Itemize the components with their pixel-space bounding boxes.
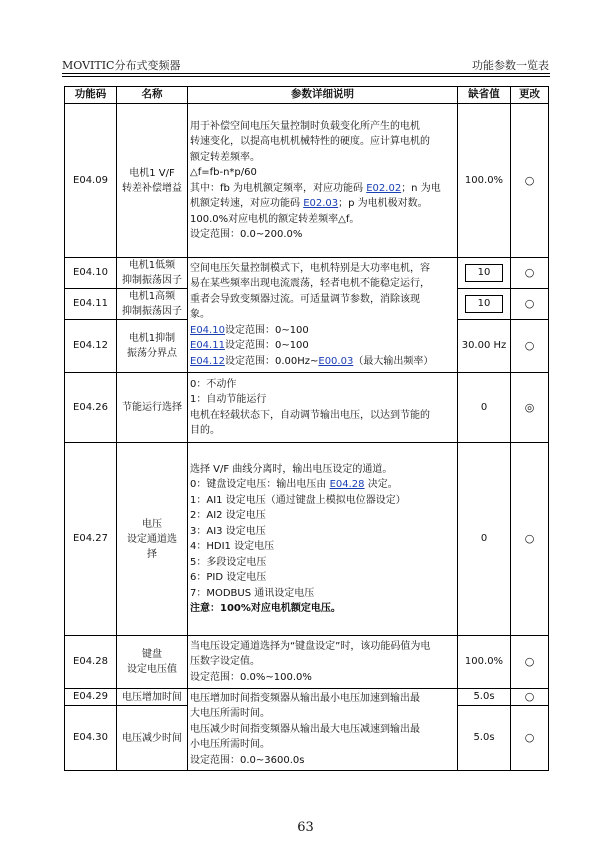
table-row: [65, 104, 549, 258]
change-mark: ○: [511, 689, 549, 706]
param-name-line: 抑制振荡因子: [122, 306, 182, 317]
param-name: [117, 104, 188, 258]
desc-line: 电压增加时间指变频器从输出最小电压加速到输出最: [190, 692, 420, 704]
param-name-line: 转差补偿增益: [122, 182, 182, 194]
table-row: [65, 443, 549, 636]
desc-line: 1：AI1 设定电压（通过键盘上模拟电位器设定）: [190, 494, 406, 506]
desc-line: [190, 354, 455, 370]
param-name: [117, 258, 188, 289]
desc-line: 转速变化，以提高电机机械特性的硬度。应计算电机的: [190, 136, 430, 147]
desc-line: 7：MODBUS 通讯设定电压: [190, 587, 315, 599]
desc-line: 设定范围：0.0~200.0%: [190, 229, 303, 240]
param-code: E04.11: [65, 289, 117, 320]
change-mark: ○: [511, 443, 549, 636]
param-description: [188, 689, 458, 771]
desc-line: 空间电压矢量控制模式下，电机特别是大功率电机，容: [190, 262, 430, 274]
header-title: MOVITIC分布式变频器: [62, 59, 181, 72]
desc-text: 设定范围：0~100: [224, 340, 309, 352]
desc-text: 设定范围：0.00Hz~: [224, 355, 319, 367]
desc-line: 重者会导致变频器过流。可适量调节参数，消除该现: [190, 293, 420, 305]
desc-line: 大电压所需时间。: [190, 708, 270, 720]
table-row: [65, 636, 549, 689]
param-name-line: 电机1抑制: [128, 333, 176, 344]
col-header-change: 更改: [511, 87, 549, 104]
desc-line: 压数字设定值。: [190, 656, 260, 668]
param-name: 电压增加时间: [117, 689, 188, 706]
desc-line: 额定转差频率。: [190, 151, 260, 163]
default-box: 10: [465, 295, 503, 313]
desc-line: 象。: [190, 309, 210, 321]
default-value: [458, 289, 511, 320]
link-e04-28[interactable]: E04.28: [329, 479, 365, 490]
default-value: 100.0%: [458, 636, 511, 689]
col-header-name: 名称: [117, 87, 188, 104]
link-e04-10[interactable]: E04.10: [190, 324, 225, 336]
link-e02-02[interactable]: E02.02: [366, 182, 402, 194]
desc-line: [190, 181, 455, 197]
desc-line: 易在某些频率出现电流震荡，轻者电机不能稳定运行，: [190, 278, 430, 290]
default-value: 100.0%: [458, 104, 511, 258]
param-code: E04.27: [65, 443, 117, 636]
param-code: E04.12: [65, 320, 117, 373]
desc-line: 1：自动节能运行: [190, 394, 267, 405]
desc-line: 当电压设定通道选择为“键盘设定”时，该功能码值为电: [190, 640, 431, 652]
desc-line: 2：AI2 设定电压: [190, 510, 266, 521]
desc-line: 3：AI3 设定电压: [190, 525, 266, 537]
param-name-line: 振荡分界点: [127, 348, 177, 359]
link-e00-03[interactable]: E00.03: [318, 355, 354, 367]
param-name-line: 电压: [142, 518, 162, 530]
desc-text: 0：键盘设定电压：输出电压由: [190, 479, 327, 490]
col-header-desc: 参数详细说明: [188, 87, 458, 104]
param-code: E04.29: [65, 689, 117, 706]
parameter-table: [64, 86, 549, 771]
desc-line: 用于补偿空间电压矢量控制时负载变化所产生的电机: [190, 120, 420, 132]
desc-text: 机额定转速，对应功能码: [190, 198, 300, 209]
param-name-line: 抑制振荡因子: [122, 275, 182, 286]
change-mark: ○: [511, 258, 549, 289]
param-description: [188, 258, 458, 373]
param-description: [188, 443, 458, 636]
header-section: 功能参数一览表: [472, 59, 549, 72]
table-row: [65, 258, 549, 289]
desc-line: 6：PID 设定电压: [190, 572, 267, 583]
change-mark: ○: [511, 706, 549, 771]
param-code: E04.26: [65, 373, 117, 443]
table-row: [65, 373, 549, 443]
param-code: E04.28: [65, 636, 117, 689]
param-name: [117, 289, 188, 320]
desc-line: 小电压所需时间。: [190, 739, 270, 751]
header-rule-thin: [62, 76, 550, 77]
desc-text: 决定。: [364, 479, 398, 490]
default-value: 5.0s: [458, 706, 511, 771]
desc-text: 设定范围：0~100: [224, 324, 309, 336]
header-rule: [62, 73, 550, 74]
default-value: 5.0s: [458, 689, 511, 706]
default-box: 10: [465, 264, 503, 282]
param-name: 节能运行选择: [117, 373, 188, 443]
col-header-code: 功能码: [65, 87, 117, 104]
desc-line: 0：不动作: [190, 378, 237, 390]
param-name-line: 电机1高频: [128, 291, 176, 302]
desc-line: 选择 V/F 曲线分离时，输出电压设定的通道。: [190, 463, 393, 475]
param-description: [188, 373, 458, 443]
param-description: [188, 104, 458, 258]
param-name-line: 电机1低频: [128, 260, 176, 271]
param-code: E04.30: [65, 706, 117, 771]
param-name: [117, 636, 188, 689]
param-code: E04.09: [65, 104, 117, 258]
desc-note: 注意：100%对应电机额定电压。: [190, 603, 341, 614]
param-name-line: 键盘: [142, 649, 162, 660]
default-value: 0: [458, 443, 511, 636]
table-row: [65, 689, 549, 706]
desc-line: [190, 477, 455, 493]
param-name-line: 设定通道选: [127, 533, 177, 545]
table-header-row: [65, 87, 549, 104]
desc-line: 目的。: [190, 425, 220, 436]
change-mark: ○: [511, 104, 549, 258]
page-number: 63: [297, 820, 314, 835]
default-value: 30.00 Hz: [458, 320, 511, 373]
param-name-line: 择: [147, 548, 157, 560]
change-mark: ○: [511, 636, 549, 689]
link-e04-11[interactable]: E04.11: [190, 340, 225, 352]
desc-text: ；n 为电: [401, 182, 441, 194]
desc-line: 4：HDI1 设定电压: [190, 541, 275, 552]
param-description: [188, 636, 458, 689]
desc-line: [190, 323, 455, 339]
param-name: [117, 443, 188, 636]
param-name: 电压减少时间: [117, 706, 188, 771]
link-e04-12[interactable]: E04.12: [190, 355, 225, 367]
col-header-default: 缺省值: [458, 87, 511, 104]
desc-line: [190, 338, 455, 354]
desc-line: 设定范围：0.0%~100.0%: [190, 671, 312, 683]
desc-text: ；p 为电机极对数。: [338, 198, 428, 209]
param-name-line: 设定电压值: [127, 664, 177, 675]
desc-line: 5：多段设定电压: [190, 556, 267, 568]
default-value: [458, 258, 511, 289]
desc-text: 其中：fb 为电机额定频率，对应功能码: [190, 182, 364, 194]
desc-text: （最大输出频率）: [353, 355, 434, 367]
desc-line: 电机在轻载状态下，自动调节输出电压，以达到节能的: [190, 409, 430, 421]
desc-line: [190, 196, 455, 212]
desc-line: 100.0%对应电机的额定转差频率△f。: [190, 213, 360, 225]
change-mark: ◎: [511, 373, 549, 443]
default-value: 0: [458, 373, 511, 443]
link-e02-03[interactable]: E02.03: [303, 198, 339, 209]
param-name: [117, 320, 188, 373]
change-mark: ○: [511, 289, 549, 320]
param-name-line: 电机1 V/F: [129, 167, 175, 179]
desc-line: 设定范围：0.0~3600.0s: [190, 754, 305, 766]
param-code: E04.10: [65, 258, 117, 289]
desc-line: 电压减少时间指变频器从输出最大电压减速到输出最: [190, 723, 420, 735]
change-mark: ○: [511, 320, 549, 373]
desc-line: △f=fb-n*p/60: [190, 167, 257, 178]
